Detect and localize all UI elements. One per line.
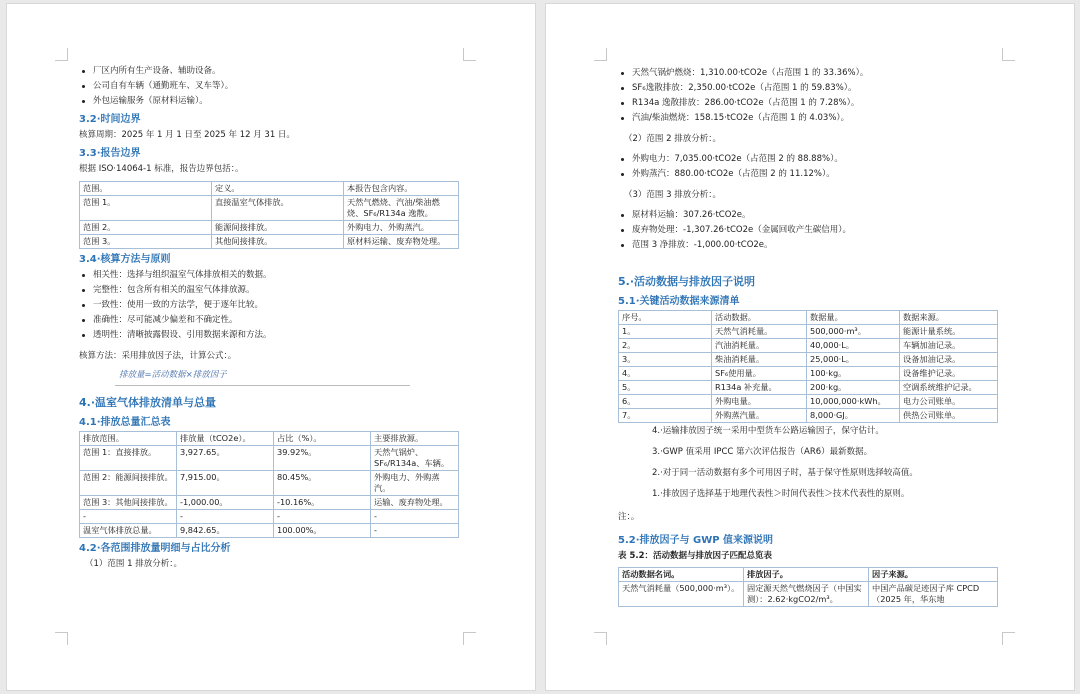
- list-item: 一致性：使用一致的方法学，便于逐年比较。: [79, 298, 459, 313]
- table-cell: -: [177, 510, 274, 524]
- table-cell: 100·kg。: [807, 367, 900, 381]
- table-cell: 范围。: [80, 182, 212, 196]
- table-row: [80, 221, 459, 235]
- list-item: 公司自有车辆（通勤班车、叉车等）。: [79, 79, 459, 94]
- heading-4-2: 4.2·各范围排放量明细与占比分析: [79, 543, 231, 554]
- table-cell: 数据来源。: [900, 311, 998, 325]
- table-row: [80, 235, 459, 249]
- table-cell: 天然气燃烧、汽油/柴油燃烧、SF₆/R134a 逸散。: [344, 196, 459, 221]
- table-cell: 7,915.00。: [177, 471, 274, 496]
- note-line: 1.·排放因子选择基于地理代表性＞时间代表性＞技术代表性的原则。: [652, 489, 910, 499]
- heading-5-2: 5.2·排放因子与 GWP 值来源说明: [618, 535, 774, 546]
- list-item: 外购电力：7,035.00·tCO2e（占范围 2 的 88.88%）。: [618, 152, 998, 167]
- table-cell: 39.92%。: [274, 446, 371, 471]
- table-cell: 范围 2：能源间接排放。: [80, 471, 177, 496]
- list-item: 外包运输服务（原材料运输）。: [79, 94, 459, 109]
- table-cell: 3。: [619, 353, 712, 367]
- table-cell: 直接温室气体排放。: [212, 196, 344, 221]
- table-cell: 活动数据名词。: [619, 568, 744, 582]
- paragraph: （3）范围 3 排放分析：。: [624, 190, 721, 200]
- table-row: [619, 395, 998, 409]
- table-cell: 6。: [619, 395, 712, 409]
- table-cell: 范围 1。: [80, 196, 212, 221]
- list-item: 原材料运输：307.26·tCO2e。: [618, 208, 998, 223]
- table-cell: 80.45%。: [274, 471, 371, 496]
- table-cell: 排放量（tCO2e）。: [177, 432, 274, 446]
- list-item: 完整性：包含所有相关的温室气体排放源。: [79, 283, 459, 298]
- table-cell: 范围 3。: [80, 235, 212, 249]
- table-cell: 范围 2。: [80, 221, 212, 235]
- table-cell: 设备维护记录。: [900, 367, 998, 381]
- table-cell: 外购电量。: [712, 395, 807, 409]
- table-cell: -1,000.00。: [177, 496, 274, 510]
- table-cell: 数据量。: [807, 311, 900, 325]
- table-cell: 能源计量系统。: [900, 325, 998, 339]
- activity-data-table: [618, 310, 998, 423]
- table-row: [619, 381, 998, 395]
- table-row: [80, 524, 459, 538]
- table-cell: 定义。: [212, 182, 344, 196]
- table-cell: 主要排放源。: [371, 432, 459, 446]
- page-content: [618, 66, 998, 607]
- table-cell: R134a 补充量。: [712, 381, 807, 395]
- table-cell: 排放范围。: [80, 432, 177, 446]
- table-cell: 中国产品碳足迹因子库 CPCD（2025 年，华东地: [869, 582, 998, 607]
- list-item: 准确性：尽可能减少偏差和不确定性。: [79, 313, 459, 328]
- heading-5: 5.·活动数据与排放因子说明: [618, 275, 756, 288]
- heading-3-2: 3.2·时间边界: [79, 114, 141, 125]
- table-cell: -: [274, 510, 371, 524]
- table-cell: 序号。: [619, 311, 712, 325]
- table-cell: 40,000·L。: [807, 339, 900, 353]
- table-cell: 原材料运输、废弃物处理。: [344, 235, 459, 249]
- document-page-right: [546, 4, 1074, 690]
- table-row: [80, 446, 459, 471]
- table-cell: 电力公司账单。: [900, 395, 998, 409]
- table-cell: SF₆使用量。: [712, 367, 807, 381]
- table-caption: 表 5.2：活动数据与排放因子匹配总览表: [618, 551, 773, 561]
- table-row: [80, 496, 459, 510]
- table-cell: 9,842.65。: [177, 524, 274, 538]
- table-row: [619, 409, 998, 423]
- table-cell: -: [371, 510, 459, 524]
- table-cell: 10,000,000·kWh。: [807, 395, 900, 409]
- corner-mark: [594, 48, 607, 61]
- list-item: 废弃物处理：-1,307.26·tCO2e（金属回收产生碳信用）。: [618, 223, 998, 238]
- table-cell: 供热公司账单。: [900, 409, 998, 423]
- table-cell: 占比（%）。: [274, 432, 371, 446]
- table-cell: 本报告包含内容。: [344, 182, 459, 196]
- table-cell: 外购电力、外购蒸汽。: [371, 471, 459, 496]
- formula-underline: [115, 385, 410, 386]
- table-cell: 能源间接排放。: [212, 221, 344, 235]
- corner-mark: [594, 632, 607, 645]
- boundary-table: [79, 181, 459, 249]
- corner-mark: [463, 632, 476, 645]
- table-cell: 天然气消耗量（500,000·m³）。: [619, 582, 744, 607]
- table-header-row: [80, 432, 459, 446]
- list-item: 透明性：清晰披露假设、引用数据来源和方法。: [79, 328, 459, 343]
- list-item: 汽油/柴油燃烧：158.15·tCO2e（占范围 1 的 4.03%）。: [618, 111, 998, 126]
- heading-4-1: 4.1·排放总量汇总表: [79, 417, 171, 428]
- table-cell: 因子来源。: [869, 568, 998, 582]
- table-cell: 200·kg。: [807, 381, 900, 395]
- emission-summary-table: [79, 431, 459, 538]
- paragraph: 根据 ISO·14064-1 标准，报告边界包括：。: [79, 164, 244, 174]
- table-row: [80, 510, 459, 524]
- table-cell: 活动数据。: [712, 311, 807, 325]
- corner-mark: [55, 632, 68, 645]
- table-cell: 范围 3：其他间接排放。: [80, 496, 177, 510]
- table-cell: 范围 1：直接排放。: [80, 446, 177, 471]
- paragraph: 核算周期：2025 年 1 月 1 日至 2025 年 12 月 31 日。: [79, 130, 295, 140]
- note-line: 2.·对于同一活动数据有多个可用因子时，基于保守性原则选择较高值。: [652, 468, 918, 478]
- table-cell: 固定源天然气燃烧因子（中国实测）：2.62·kgCO2/m³。: [744, 582, 869, 607]
- note-label: 注：。: [618, 512, 640, 522]
- corner-mark: [1002, 48, 1015, 61]
- table-cell: 温室气体排放总量。: [80, 524, 177, 538]
- document-page-left: [7, 4, 535, 690]
- table-cell: 排放因子。: [744, 568, 869, 582]
- table-cell: 运输、废弃物处理。: [371, 496, 459, 510]
- table-cell: 外购蒸汽量。: [712, 409, 807, 423]
- table-row: [619, 582, 998, 607]
- factor-match-table: [618, 567, 998, 607]
- table-cell: 设备加油记录。: [900, 353, 998, 367]
- table-cell: -: [371, 524, 459, 538]
- corner-mark: [55, 48, 68, 61]
- table-cell: 25,000·L。: [807, 353, 900, 367]
- heading-4: 4.·温室气体排放清单与总量: [79, 396, 217, 409]
- list-item: 厂区内所有生产设备、辅助设备。: [79, 64, 459, 79]
- list-item: R134a 逸散排放：286.00·tCO2e（占范围 1 的 7.28%）。: [618, 96, 998, 111]
- table-cell: 汽油消耗量。: [712, 339, 807, 353]
- table-cell: 天然气消耗量。: [712, 325, 807, 339]
- table-cell: 其他间接排放。: [212, 235, 344, 249]
- corner-mark: [463, 48, 476, 61]
- table-row: [619, 353, 998, 367]
- table-cell: 1。: [619, 325, 712, 339]
- table-cell: 2。: [619, 339, 712, 353]
- heading-3-4: 3.4·核算方法与原则: [79, 254, 171, 265]
- table-cell: 100.00%。: [274, 524, 371, 538]
- table-row: [619, 367, 998, 381]
- table-cell: -10.16%。: [274, 496, 371, 510]
- note-line: 4.·运输排放因子统一采用中型货车公路运输因子，保守估计。: [652, 426, 884, 436]
- table-cell: 8,000·GJ。: [807, 409, 900, 423]
- list-item: 相关性：选择与组织温室气体排放相关的数据。: [79, 268, 459, 283]
- table-row: [619, 339, 998, 353]
- formula: 排放量=活动数据×排放因子: [119, 370, 227, 380]
- list-item: 天然气锅炉燃烧：1,310.00·tCO2e（占范围 1 的 33.36%）。: [618, 66, 998, 81]
- table-cell: 7。: [619, 409, 712, 423]
- paragraph: （2）范围 2 排放分析：。: [624, 134, 721, 144]
- list-item: 范围 3 净排放：-1,000.00·tCO2e。: [618, 238, 998, 253]
- table-cell: 外购电力、外购蒸汽。: [344, 221, 459, 235]
- table-cell: 柴油消耗量。: [712, 353, 807, 367]
- table-cell: 车辆加油记录。: [900, 339, 998, 353]
- table-cell: 3,927.65。: [177, 446, 274, 471]
- table-cell: 5。: [619, 381, 712, 395]
- table-cell: -: [80, 510, 177, 524]
- table-row: [619, 325, 998, 339]
- table-header-row: [80, 182, 459, 196]
- table-cell: 4。: [619, 367, 712, 381]
- table-header-row: [619, 311, 998, 325]
- table-row: [80, 471, 459, 496]
- heading-3-3: 3.3·报告边界: [79, 148, 141, 159]
- list-item: SF₆逸散排放：2,350.00·tCO2e（占范围 1 的 59.83%）。: [618, 81, 998, 96]
- paragraph: 核算方法：采用排放因子法，计算公式：。: [79, 351, 237, 361]
- table-cell: 空调系统维护记录。: [900, 381, 998, 395]
- heading-5-1: 5.1·关键活动数据来源清单: [618, 296, 740, 307]
- page-content: [79, 64, 459, 572]
- table-cell: 天然气锅炉、SF₆/R134a、车辆。: [371, 446, 459, 471]
- corner-mark: [1002, 632, 1015, 645]
- list-item: 外购蒸汽：880.00·tCO2e（占范围 2 的 11.12%）。: [618, 167, 998, 182]
- paragraph: （1）范围 1 排放分析：。: [85, 559, 182, 569]
- table-row: [80, 196, 459, 221]
- note-line: 3.·GWP 值采用 IPCC 第六次评估报告（AR6）最新数据。: [652, 447, 873, 457]
- table-header-row: [619, 568, 998, 582]
- table-cell: 500,000·m³。: [807, 325, 900, 339]
